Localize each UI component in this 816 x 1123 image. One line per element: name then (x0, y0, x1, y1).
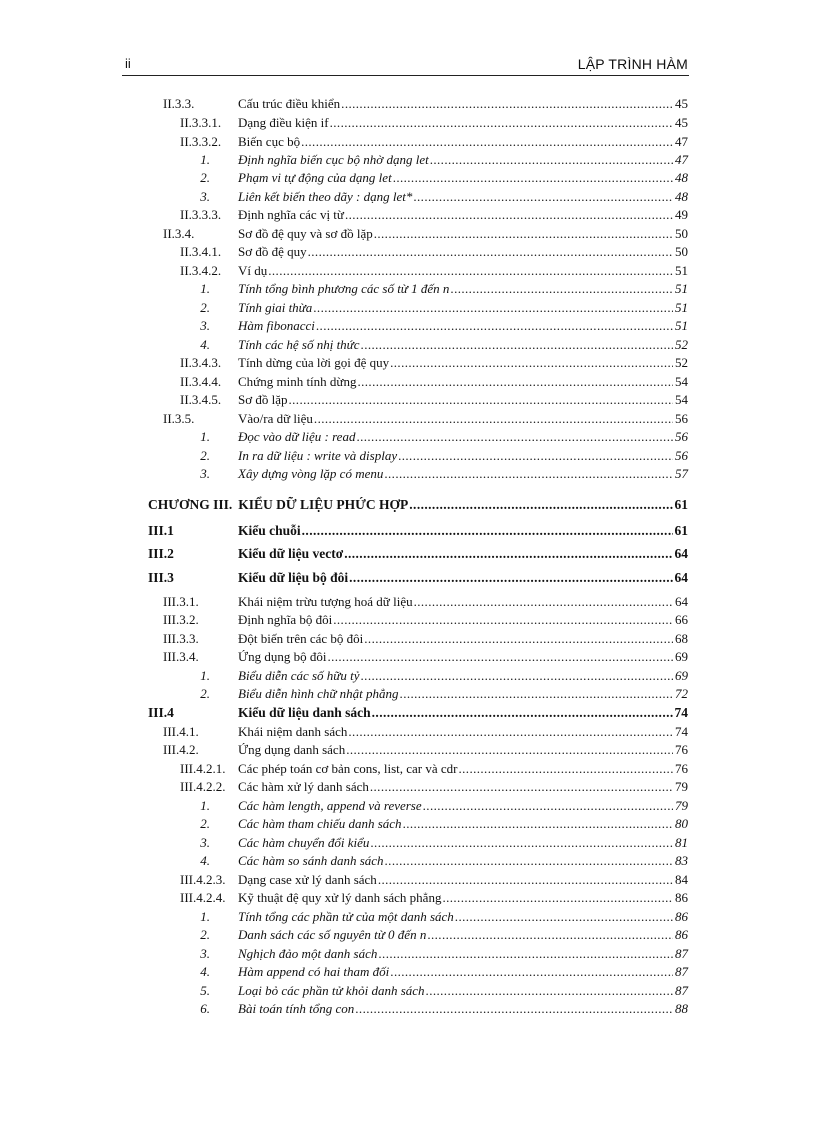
toc-number: III.4 (148, 705, 174, 720)
toc-title: Cấu trúc điều khiển (238, 96, 341, 111)
dot-leader (348, 724, 673, 740)
dot-leader (356, 429, 673, 445)
toc-page-number: 64 (674, 546, 688, 561)
toc-entry[interactable] (180, 152, 688, 168)
toc-title: Biểu diễn hình chữ nhật phẳng (238, 686, 399, 701)
toc-number: III.4.2.3. (180, 872, 226, 887)
dot-leader (330, 115, 673, 131)
toc-page-number: 83 (675, 853, 688, 868)
toc-number: III.3.3. (163, 631, 199, 646)
dot-leader (393, 170, 673, 186)
toc-number: II.3.3.3. (180, 207, 222, 222)
toc-page-number: 74 (674, 705, 688, 720)
toc-title: KIỂU DỮ LIỆU PHỨC HỢP (238, 497, 409, 512)
toc-title: Ví dụ (238, 263, 268, 278)
toc-page-number: 68 (675, 631, 688, 646)
toc-page-number: 51 (675, 300, 688, 315)
page-number: ii (125, 56, 131, 71)
toc-page-number: 56 (675, 411, 688, 426)
toc-number: III.4.2.1. (180, 761, 226, 776)
dot-leader (313, 300, 673, 316)
dot-leader (333, 612, 673, 628)
toc-page-number: 54 (675, 374, 688, 389)
toc-title: In ra dữ liệu : write và display (238, 448, 398, 463)
toc-title: Kiểu chuỗi (238, 523, 301, 538)
dot-leader (390, 355, 673, 371)
toc-title: Các hàm xử lý danh sách (238, 779, 369, 794)
toc-number: 2. (200, 816, 210, 831)
dot-leader (289, 392, 674, 408)
toc-page-number: 64 (675, 594, 688, 609)
toc-number: 5. (200, 983, 210, 998)
toc-number: 4. (200, 337, 210, 352)
toc-number: II.3.3.1. (180, 115, 222, 130)
toc-page-number: 47 (675, 152, 688, 167)
toc-entry[interactable] (163, 226, 688, 242)
toc-page-number: 79 (675, 798, 688, 813)
toc-number: 2. (200, 686, 210, 701)
dot-leader (364, 631, 673, 647)
toc-entry[interactable] (180, 853, 688, 869)
toc-page-number: 81 (675, 835, 688, 850)
toc-title: Hàm fibonacci (238, 318, 315, 333)
toc-title: Chứng minh tính dừng (238, 374, 357, 389)
toc-title: Kiểu dữ liệu vectơ (238, 546, 344, 561)
toc-entry[interactable] (180, 816, 688, 832)
toc-number: III.4.1. (163, 724, 199, 739)
toc-entry[interactable] (180, 927, 688, 943)
toc-title: Loại bỏ các phần tử khỏi danh sách (238, 983, 425, 998)
toc-entry[interactable] (180, 909, 688, 925)
toc-title: Xây dựng vòng lặp có menu (238, 466, 384, 481)
toc-page-number: 57 (675, 466, 688, 481)
toc-entry[interactable] (180, 207, 688, 223)
toc-page-number: 56 (675, 429, 688, 444)
toc-page-number: 52 (675, 355, 688, 370)
dot-leader (345, 207, 673, 223)
dot-leader (355, 1001, 673, 1017)
toc-entry[interactable] (180, 686, 688, 702)
toc-entry[interactable] (180, 448, 688, 464)
dot-leader (341, 96, 673, 112)
toc-number: II.3.4. (163, 226, 195, 241)
dot-leader (442, 890, 673, 906)
toc-number: 2. (200, 170, 210, 185)
dot-leader (346, 742, 673, 758)
toc-entry[interactable] (180, 964, 688, 980)
toc-number: 4. (200, 853, 210, 868)
toc-title: Các hàm length, append và reverse (238, 798, 422, 813)
dot-leader (344, 546, 672, 562)
toc-number: II.3.5. (163, 411, 195, 426)
toc-title: Tính giai thừa (238, 300, 313, 315)
toc-title: Kỹ thuật đệ quy xử lý danh sách phẳng (238, 890, 442, 905)
dot-leader (370, 779, 673, 795)
toc-number: 2. (200, 927, 210, 942)
dot-leader (450, 281, 673, 297)
toc-title: Tính các hệ số nhị thức (238, 337, 360, 352)
toc-entry[interactable] (148, 705, 688, 721)
toc-title: Tính dừng của lời gọi đệ quy (238, 355, 390, 370)
toc-number: 2. (200, 448, 210, 463)
toc-entry[interactable] (163, 594, 688, 610)
toc-title: Kiểu dữ liệu bộ đôi (238, 570, 349, 585)
toc-number: II.3.3. (163, 96, 195, 111)
toc-page-number: 80 (675, 816, 688, 831)
toc-entry[interactable] (148, 497, 688, 513)
toc-page-number: 87 (675, 964, 688, 979)
dot-leader (314, 411, 673, 427)
dot-leader (268, 263, 673, 279)
toc-entry[interactable] (163, 631, 688, 647)
toc-number: 3. (200, 189, 210, 204)
toc-page-number: 48 (675, 189, 688, 204)
dot-leader (378, 946, 673, 962)
toc-number: 1. (200, 152, 210, 167)
toc-entry[interactable] (180, 872, 688, 888)
dot-leader (370, 835, 673, 851)
toc-title: Các hàm so sánh danh sách (238, 853, 384, 868)
toc-entry[interactable] (163, 724, 688, 740)
toc-number: III.3.2. (163, 612, 199, 627)
toc-entry[interactable] (180, 779, 688, 795)
toc-entry[interactable] (180, 115, 688, 131)
toc-entry[interactable] (180, 835, 688, 851)
dot-leader (372, 705, 673, 721)
toc-number: II.3.4.5. (180, 392, 222, 407)
toc-page-number: 47 (675, 134, 688, 149)
toc-entry[interactable] (163, 411, 688, 427)
toc-number: 1. (200, 668, 210, 683)
toc-page-number: 49 (675, 207, 688, 222)
dot-leader (361, 337, 673, 353)
toc-entry[interactable] (180, 761, 688, 777)
toc-number: 3. (200, 318, 210, 333)
toc-number: III.1 (148, 523, 174, 538)
toc-page-number: 74 (675, 724, 688, 739)
toc-title: Vào/ra dữ liệu (238, 411, 313, 426)
toc-title: Biểu diễn các số hữu tỷ (238, 668, 360, 683)
dot-leader (409, 497, 672, 513)
toc-page-number: 88 (675, 1001, 688, 1016)
toc-title: Liên kết biến theo dãy : dạng let* (238, 189, 413, 204)
toc-page-number: 48 (675, 170, 688, 185)
toc-page-number: 86 (675, 890, 688, 905)
toc-title: Dạng case xử lý danh sách (238, 872, 377, 887)
toc-page-number: 45 (675, 115, 688, 130)
toc-entry[interactable] (163, 612, 688, 628)
dot-leader (302, 523, 673, 539)
toc-number: III.4.2.2. (180, 779, 226, 794)
toc-title: Danh sách các số nguyên từ 0 đến n (238, 927, 427, 942)
dot-leader (301, 134, 673, 150)
toc-entry[interactable] (180, 946, 688, 962)
toc-entry[interactable] (148, 570, 688, 586)
toc-page-number: 69 (675, 649, 688, 664)
toc-page-number: 76 (675, 761, 688, 776)
toc-page-number: 52 (675, 337, 688, 352)
toc-number: 1. (200, 281, 210, 296)
toc-page-number: 84 (675, 872, 688, 887)
dot-leader (384, 466, 673, 482)
toc-number: III.3.1. (163, 594, 199, 609)
dot-leader (413, 189, 673, 205)
toc-number: II.3.3.2. (180, 134, 222, 149)
toc-number: III.4.2.4. (180, 890, 226, 905)
toc-title: Ứng dụng danh sách (238, 742, 346, 757)
toc-entry[interactable] (180, 281, 688, 297)
toc-number: II.3.4.3. (180, 355, 222, 370)
toc-page-number: 72 (675, 686, 688, 701)
toc-title: Kiểu dữ liệu danh sách (238, 705, 371, 720)
toc-number: 6. (200, 1001, 210, 1016)
toc-entry[interactable] (180, 337, 688, 353)
toc-page-number: 61 (674, 523, 688, 538)
dot-leader (378, 872, 673, 888)
toc-entry[interactable] (180, 890, 688, 906)
toc-number: II.3.4.2. (180, 263, 222, 278)
toc-entry[interactable] (180, 983, 688, 999)
toc-page-number: 51 (675, 263, 688, 278)
toc-page-number: 76 (675, 742, 688, 757)
toc-title: Nghịch đảo một danh sách (238, 946, 378, 961)
toc-page-number: 50 (675, 226, 688, 241)
toc-entry[interactable] (180, 300, 688, 316)
toc-number: III.3.4. (163, 649, 199, 664)
toc-title: Sơ đồ lặp (238, 392, 288, 407)
dot-leader (349, 570, 672, 586)
dot-leader (374, 226, 673, 242)
toc-title: Định nghĩa bộ đôi (238, 612, 333, 627)
toc-number: 1. (200, 909, 210, 924)
toc-page-number: 64 (674, 570, 688, 585)
toc-number: 1. (200, 429, 210, 444)
toc-number: CHƯƠNG III. (148, 497, 233, 512)
toc-page-number: 54 (675, 392, 688, 407)
toc-page-number: 86 (675, 927, 688, 942)
toc-number: 2. (200, 300, 210, 315)
dot-leader (455, 909, 673, 925)
toc-entry[interactable] (180, 798, 688, 814)
dot-leader (403, 816, 673, 832)
toc-title: Sơ đồ đệ quy và sơ đồ lặp (238, 226, 373, 241)
toc-title: Các phép toán cơ bản cons, list, car và cdr (238, 761, 458, 776)
toc-title: Các hàm chuyển đổi kiểu (238, 835, 370, 850)
toc-entry[interactable] (163, 96, 688, 112)
toc-number: 3. (200, 946, 210, 961)
toc-entry[interactable] (180, 429, 688, 445)
toc-number: 1. (200, 798, 210, 813)
toc-page-number: 87 (675, 946, 688, 961)
toc-entry[interactable] (180, 263, 688, 279)
dot-leader (427, 927, 673, 943)
toc-number: 3. (200, 835, 210, 850)
toc-page-number: 66 (675, 612, 688, 627)
dot-leader (426, 983, 673, 999)
toc-page-number: 51 (675, 281, 688, 296)
toc-entry[interactable] (148, 523, 688, 539)
toc-title: Sơ đồ đệ quy (238, 244, 307, 259)
toc-title: Định nghĩa các vị từ (238, 207, 344, 222)
toc-title: Bài toán tính tổng con (238, 1001, 355, 1016)
dot-leader (430, 152, 673, 168)
toc-number: 4. (200, 964, 210, 979)
toc-entry[interactable] (180, 189, 688, 205)
dot-leader (357, 374, 673, 390)
toc-title: Dạng điều kiện if (238, 115, 329, 130)
toc-number: III.2 (148, 546, 174, 561)
toc-page-number: 56 (675, 448, 688, 463)
toc-title: Phạm vi tự động của dạng let (238, 170, 392, 185)
toc-number: III.4.2. (163, 742, 199, 757)
toc-title: Đột biến trên các bộ đôi (238, 631, 364, 646)
toc-entry[interactable] (180, 392, 688, 408)
toc-entry[interactable] (163, 742, 688, 758)
toc-title: Tính tổng bình phương các số từ 1 đến n (238, 281, 450, 296)
book-title: LẬP TRÌNH HÀM (577, 56, 688, 72)
dot-leader (385, 853, 673, 869)
toc-title: Các hàm tham chiếu danh sách (238, 816, 402, 831)
toc-entry[interactable] (180, 374, 688, 390)
toc-entry[interactable] (180, 170, 688, 186)
toc-entry[interactable] (180, 134, 688, 150)
toc-entry[interactable] (180, 668, 688, 684)
dot-leader (400, 686, 673, 702)
dot-leader (398, 448, 673, 464)
toc-page-number: 86 (675, 909, 688, 924)
toc-page-number: 87 (675, 983, 688, 998)
toc-number: III.3 (148, 570, 174, 585)
toc-number: II.3.4.4. (180, 374, 222, 389)
toc-page-number: 79 (675, 779, 688, 794)
toc-number: II.3.4.1. (180, 244, 222, 259)
dot-leader (361, 668, 673, 684)
toc-entry[interactable] (180, 355, 688, 371)
dot-leader (327, 649, 673, 665)
toc-entry[interactable] (180, 244, 688, 260)
dot-leader (423, 798, 673, 814)
toc-title: Định nghĩa biến cục bộ nhờ dạng let (238, 152, 429, 167)
toc-title: Hàm append có hai tham đối (238, 964, 390, 979)
toc-number: 3. (200, 466, 210, 481)
toc-entry[interactable] (148, 546, 688, 562)
toc-entry[interactable] (180, 318, 688, 334)
toc-title: Biến cục bộ (238, 134, 301, 149)
toc-title: Tính tổng các phần tử của một danh sách (238, 909, 454, 924)
toc-title: Đọc vào dữ liệu : read (238, 429, 356, 444)
toc-title: Khái niệm danh sách (238, 724, 348, 739)
toc-page-number: 69 (675, 668, 688, 683)
dot-leader (316, 318, 673, 334)
toc-entry[interactable] (180, 466, 688, 482)
dot-leader (390, 964, 673, 980)
toc-title: Ứng dụng bộ đôi (238, 649, 327, 664)
toc-entry[interactable] (163, 649, 688, 665)
dot-leader (414, 594, 673, 610)
toc-page-number: 61 (674, 497, 688, 512)
dot-leader (308, 244, 673, 260)
toc-title: Khái niệm trừu tượng hoá dữ liệu (238, 594, 413, 609)
toc-page-number: 51 (675, 318, 688, 333)
dot-leader (459, 761, 674, 777)
toc-page-number: 45 (675, 96, 688, 111)
toc-page-number: 50 (675, 244, 688, 259)
toc-entry[interactable] (180, 1001, 688, 1017)
